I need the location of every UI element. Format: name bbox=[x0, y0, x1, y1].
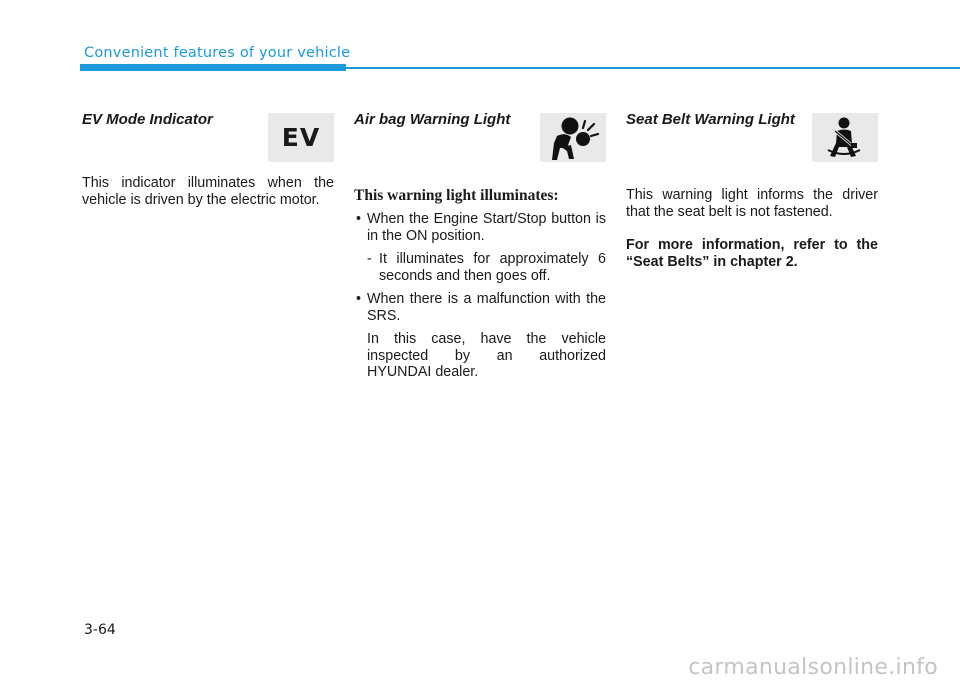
ev-mode-icon bbox=[268, 113, 334, 162]
ev-mode-section bbox=[82, 110, 334, 208]
list-item: • When the Engine Start/Stop button is in the ON position. bbox=[356, 211, 606, 244]
seat-belt-person-icon bbox=[822, 116, 868, 160]
header-rule-thick bbox=[80, 64, 346, 71]
list-subitem: - It illuminates for approximately 6 seconds and then goes off. bbox=[367, 251, 606, 284]
seat-belt-section bbox=[626, 110, 878, 270]
section-title: Seat Belt Warning Light bbox=[626, 111, 795, 128]
airbag-warning-icon bbox=[540, 113, 606, 162]
list-item: • When there is a malfunction with the SRS. bbox=[356, 291, 606, 324]
header-title: Convenient features of your vehicle bbox=[84, 45, 351, 61]
section-body: This indicator illuminates when the vehicle is driven by the electric motor. bbox=[82, 175, 334, 208]
section-title: Air bag Warning Light bbox=[354, 111, 511, 128]
airbag-section bbox=[354, 110, 606, 388]
airbag-person-icon bbox=[544, 115, 602, 161]
section-reference: For more information, refer to the “Seat Belts” in chapter 2. bbox=[626, 237, 878, 270]
section-subheading: This warning light illuminates: bbox=[354, 187, 559, 204]
seat-belt-warning-icon bbox=[812, 113, 878, 162]
watermark: carmanualsonline.info bbox=[688, 655, 938, 680]
section-title: EV Mode Indicator bbox=[82, 111, 213, 128]
list-note: In this case, have the vehicle inspected by an authorized HYUNDAI dealer. bbox=[367, 331, 606, 380]
ev-icon-text: EV bbox=[281, 123, 321, 152]
page-number: 3-64 bbox=[84, 622, 116, 638]
section-body: This warning light informs the driver that the seat belt is not fastened. bbox=[626, 187, 878, 220]
header-rule-thin bbox=[346, 67, 960, 69]
